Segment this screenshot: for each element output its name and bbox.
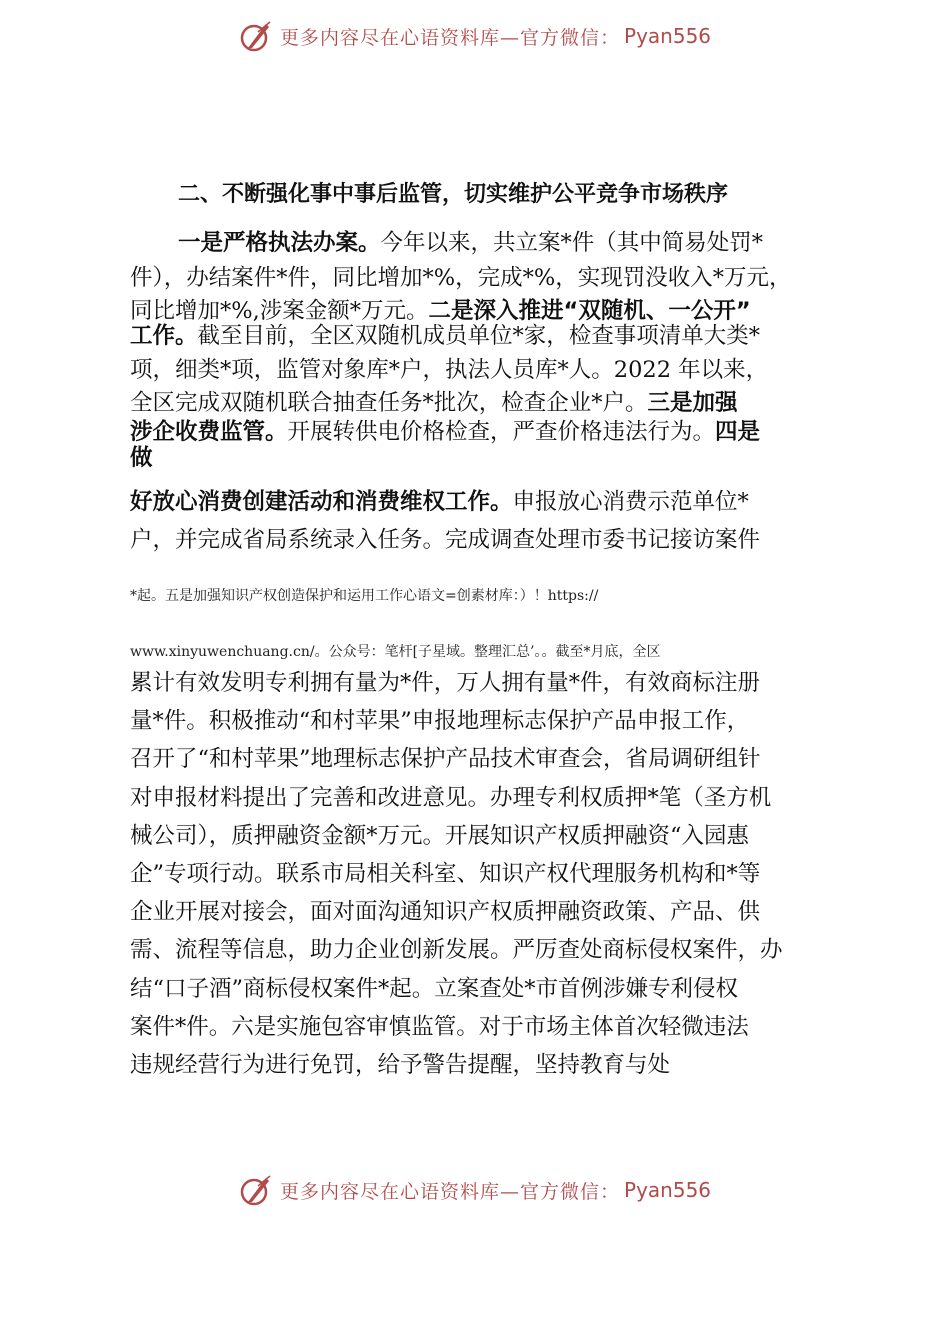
text-line <box>130 300 751 323</box>
text-line: 对申报材料提出了完善和改进意见。办理专利权质押*笔（圣方机 <box>130 784 772 811</box>
text-segment: 户，并完成省局系统录入任务。完成调查处理市委书记接访案件 <box>130 527 761 553</box>
text-line: 企业开展对接会，面对面沟通知识产权质押融资政策、产品、供 <box>130 899 761 926</box>
banner-wechat-id: Pyan556 <box>624 1178 712 1202</box>
bold-text-segment: 做 <box>130 445 153 471</box>
bold-text-segment: 四是 <box>715 419 761 445</box>
text-line <box>130 491 749 514</box>
text-line: 案件*件。六是实施包容审慎监管。对于市场主体首次轻微违法 <box>130 1013 749 1040</box>
text-line: 违规经营行为进行免罚，给予警告提醒，坚持教育与处 <box>130 1052 671 1078</box>
text-segment: 截至目前，全区双随机成员单位*家，检查事项清单大类* <box>197 323 761 349</box>
text-segment: 项，细类*项，监管对象库*户，执法人员库*人。2022 年以来， <box>130 357 769 383</box>
footer-banner <box>238 1170 711 1210</box>
bold-text-segment: 好放心消费创建活动和消费维权工作。 <box>130 489 513 515</box>
text-line: 企”专项行动。联系市局相关科室、知识产权代理服务机构和*等 <box>130 861 761 887</box>
banner-text: 更多内容尽在心语资料库—官方微信： <box>280 26 621 49</box>
text-segment: 开展转供电价格检查，严查价格违法行为。 <box>287 419 716 445</box>
text-segment: 申报放心消费示范单位* <box>512 489 749 515</box>
text-line: 械公司），质押融资金额*万元。开展知识产权质押融资“入园惠 <box>130 822 750 849</box>
bold-text-segment: 一是严格执法办案。 <box>178 230 381 256</box>
text-line <box>130 267 792 290</box>
quill-logo-icon <box>238 18 274 54</box>
text-line <box>130 392 738 415</box>
text-segment: 同比增加*%,涉案金额*万元。 <box>130 298 429 324</box>
text-segment: 件），办结案件*件，同比增加*%，完成*%，实现罚没收入*万元， <box>130 265 792 291</box>
text-line <box>178 232 763 255</box>
bold-text-segment: 涉企收费监管。 <box>130 419 288 445</box>
bold-text-segment: 三是加强 <box>647 390 738 416</box>
text-line: 需、流程等信息，助力企业创新发展。严厉查处商标侵权案件，办 <box>130 937 783 964</box>
source-note-line-2: www.xinyuwenchuang.cn/。公众号：笔杆[子星域。整理汇总’。。截至*月底，全区 <box>130 644 661 660</box>
quill-logo-icon <box>238 1172 274 1208</box>
bold-text-segment: 工作。 <box>130 323 198 349</box>
text-line: 量*件。积极推动“和村苹果”申报地理标志保护产品申报工作， <box>130 708 750 735</box>
text-segment: 今年以来，共立案*件（其中简易处罚* <box>380 230 764 256</box>
bold-text-segment: 二是深入推进“双随机、一公开” <box>428 298 751 324</box>
text-line <box>130 325 760 348</box>
text-line: 召开了“和村苹果”地理标志保护产品技术审查会，省局调研组针 <box>130 746 761 773</box>
text-line <box>130 421 760 444</box>
banner-wechat-id: Pyan556 <box>624 24 712 48</box>
text-line <box>130 359 768 382</box>
section-heading: 二、不断强化事中事后监管，切实维护公平竞争市场秩序 <box>178 182 729 207</box>
text-line <box>130 529 760 552</box>
header-banner <box>238 16 711 56</box>
text-line: 累计有效发明专利拥有量为*件，万人拥有量*件，有效商标注册 <box>130 670 761 696</box>
text-line <box>130 447 153 470</box>
banner-text: 更多内容尽在心语资料库—官方微信： <box>280 1180 621 1203</box>
text-segment: 全区完成双随机联合抽查任务*批次，检查企业*户。 <box>130 390 648 416</box>
source-note-line-1: *起。五是加强知识产权创造保护和运用工作心语文=创素材库：）！https:// <box>130 588 599 604</box>
text-line: 结“口子酒”商标侵权案件*起。立案查处*市首例涉嫌专利侵权 <box>130 975 739 1002</box>
